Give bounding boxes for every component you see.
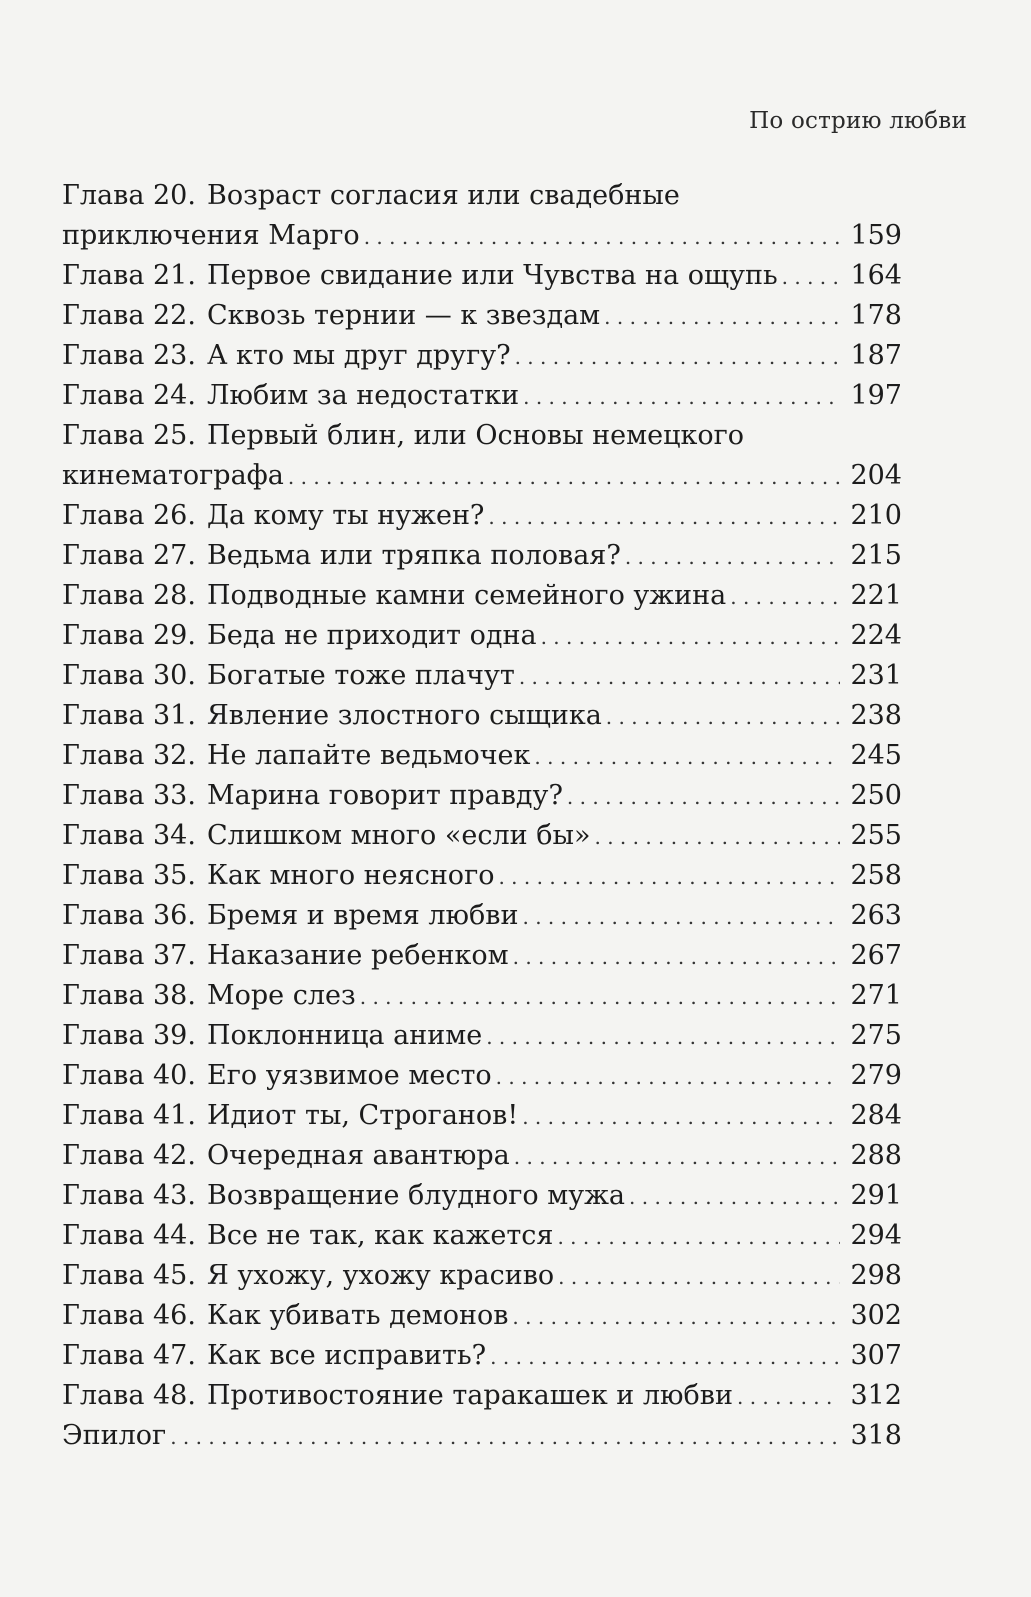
page-number: 267 [850,940,902,971]
dot-leader [488,497,840,537]
chapter-title: Да кому ты нужен? [207,500,485,531]
dot-leader [486,1017,840,1057]
toc-entry [62,1096,902,1136]
toc-entry [62,896,902,936]
page-number: 284 [850,1100,902,1131]
dot-leader [364,217,840,257]
page-number: 178 [850,300,902,331]
page-number: 255 [850,820,902,851]
page-number: 210 [850,500,902,531]
page-number: 250 [850,780,902,811]
chapter-number: Глава 44. [62,1220,196,1251]
chapter-number: Глава 27. [62,540,196,571]
toc-entry [62,1376,902,1416]
chapter-number: Глава 25. [62,420,196,451]
chapter-title: Сквозь тернии — к звездам [207,300,601,331]
dot-leader [782,257,840,297]
chapter-title: Бремя и время любви [207,900,519,931]
toc-entry [62,1336,902,1376]
chapter-number: Глава 21. [62,260,196,291]
page-number: 164 [850,260,902,291]
page-number: 294 [850,1220,902,1251]
table-of-contents [62,176,902,1456]
toc-entry [62,1296,902,1336]
page-number: 271 [850,980,902,1011]
chapter-title: Идиот ты, Строганов! [207,1100,519,1131]
toc-entry [62,376,902,416]
chapter-number: Глава 24. [62,380,196,411]
toc-entry-first-line [62,176,902,216]
chapter-number: Глава 32. [62,740,196,771]
chapter-number: Глава 30. [62,660,196,691]
chapter-number: Глава 22. [62,300,196,331]
chapter-title: Противостояние таракашек и любви [207,1380,733,1411]
dot-leader [515,337,840,377]
dot-leader [534,737,840,777]
page-number: 238 [850,700,902,731]
chapter-title: Возвращение блудного мужа [207,1180,626,1211]
dot-leader [514,1137,840,1177]
chapter-title: Ведьма или тряпка половая? [207,540,621,571]
toc-entry [62,1216,902,1256]
chapter-title: Подводные камни семейного ужина [207,580,727,611]
chapter-number: Глава 23. [62,340,196,371]
chapter-number: Глава 43. [62,1180,196,1211]
chapter-title: Не лапайте ведьмочек [207,740,531,771]
chapter-title: Поклонница аниме [207,1020,483,1051]
toc-entry [62,256,902,296]
chapter-title: Очередная авантюра [207,1140,510,1171]
chapter-title: Я ухожу, ухожу красиво [207,1260,555,1291]
dot-leader [625,537,840,577]
chapter-title: Марина говорит правду? [207,780,563,811]
dot-leader [513,937,840,977]
toc-entry-first-line [62,416,902,456]
dot-leader [567,777,840,817]
page-number: 288 [850,1140,902,1171]
page-number: 307 [850,1340,902,1371]
page-number: 298 [850,1260,902,1291]
chapter-title: Слишком много «если бы» [207,820,591,851]
toc-entry [62,976,902,1016]
dot-leader [558,1257,840,1297]
toc-entry [62,1136,902,1176]
chapter-number: Глава 37. [62,940,196,971]
toc-entry [62,176,902,256]
chapter-title: Первый блин, или Основы немецкого [207,420,744,451]
dot-leader [523,377,840,417]
dot-leader [519,657,840,697]
chapter-title: Его уязвимое место [207,1060,492,1091]
toc-entry [62,656,902,696]
chapter-number: Глава 46. [62,1300,196,1331]
dot-leader [557,1217,840,1257]
page-number: 275 [850,1020,902,1051]
dot-leader [594,817,840,857]
dot-leader [730,577,840,617]
page-number: 312 [850,1380,902,1411]
chapter-title: Все не так, как кажется [207,1220,554,1251]
chapter-number: Глава 20. [62,180,196,211]
dot-leader [512,1297,840,1337]
dot-leader [604,297,840,337]
toc-entry [62,936,902,976]
chapter-title: Возраст согласия или свадебные [207,180,680,211]
chapter-title: А кто мы друг другу? [207,340,511,371]
page-number: 231 [850,660,902,691]
chapter-title: Как убивать демонов [207,1300,509,1331]
toc-entry [62,1016,902,1056]
toc-entry [62,616,902,656]
page-number: 263 [850,900,902,931]
dot-leader [629,1177,840,1217]
toc-entry [62,1416,902,1456]
toc-entry [62,296,902,336]
dot-leader [288,457,840,497]
chapter-title-continued: приключения Марго [62,220,360,251]
page-number: 204 [850,460,902,491]
toc-entry [62,576,902,616]
dot-leader [360,977,840,1017]
chapter-title: Явление злостного сыщика [207,700,602,731]
chapter-number: Глава 47. [62,1340,196,1371]
chapter-number: Эпилог [62,1420,167,1451]
page-number: 224 [850,620,902,651]
chapter-title-continued: кинематографа [62,460,284,491]
toc-entry [62,856,902,896]
chapter-title: Богатые тоже плачут [207,660,515,691]
chapter-number: Глава 36. [62,900,196,931]
chapter-number: Глава 38. [62,980,196,1011]
chapter-title: Беда не приходит одна [207,620,537,651]
page-number: 279 [850,1060,902,1091]
chapter-title: Как много неясного [207,860,495,891]
chapter-title: Любим за недостатки [207,380,520,411]
toc-entry [62,536,902,576]
page-number: 187 [850,340,902,371]
chapter-number: Глава 42. [62,1140,196,1171]
toc-entry [62,496,902,536]
chapter-number: Глава 31. [62,700,196,731]
chapter-number: Глава 29. [62,620,196,651]
chapter-number: Глава 35. [62,860,196,891]
page-number: 258 [850,860,902,891]
chapter-title: Море слез [207,980,356,1011]
page-number: 197 [850,380,902,411]
chapter-number: Глава 28. [62,580,196,611]
chapter-title: Наказание ребенком [207,940,509,971]
toc-entry [62,336,902,376]
toc-entry [62,816,902,856]
chapter-number: Глава 40. [62,1060,196,1091]
toc-entry [62,1256,902,1296]
dot-leader [170,1417,840,1457]
page-number: 215 [850,540,902,571]
dot-leader [522,1097,840,1137]
toc-entry [62,736,902,776]
toc-entry [62,1176,902,1216]
chapter-number: Глава 34. [62,820,196,851]
page-number: 291 [850,1180,902,1211]
chapter-number: Глава 45. [62,1260,196,1291]
dot-leader [541,617,840,657]
dot-leader [498,857,840,897]
toc-entry [62,1056,902,1096]
page-number: 302 [850,1300,902,1331]
dot-leader [737,1377,840,1417]
toc-entry [62,696,902,736]
chapter-number: Глава 48. [62,1380,196,1411]
chapter-number: Глава 41. [62,1100,196,1131]
dot-leader [523,897,841,937]
running-title: По острию любви [749,108,967,134]
dot-leader [490,1337,840,1377]
dot-leader [606,697,840,737]
page-number: 159 [850,220,902,251]
chapter-number: Глава 26. [62,500,196,531]
chapter-number: Глава 33. [62,780,196,811]
dot-leader [496,1057,840,1097]
page-number: 318 [850,1420,902,1451]
chapter-title: Как все исправить? [207,1340,487,1371]
page-number: 221 [850,580,902,611]
chapter-number: Глава 39. [62,1020,196,1051]
chapter-title: Первое свидание или Чувства на ощупь [207,260,778,291]
page-number: 245 [850,740,902,771]
toc-entry [62,776,902,816]
toc-entry [62,416,902,496]
